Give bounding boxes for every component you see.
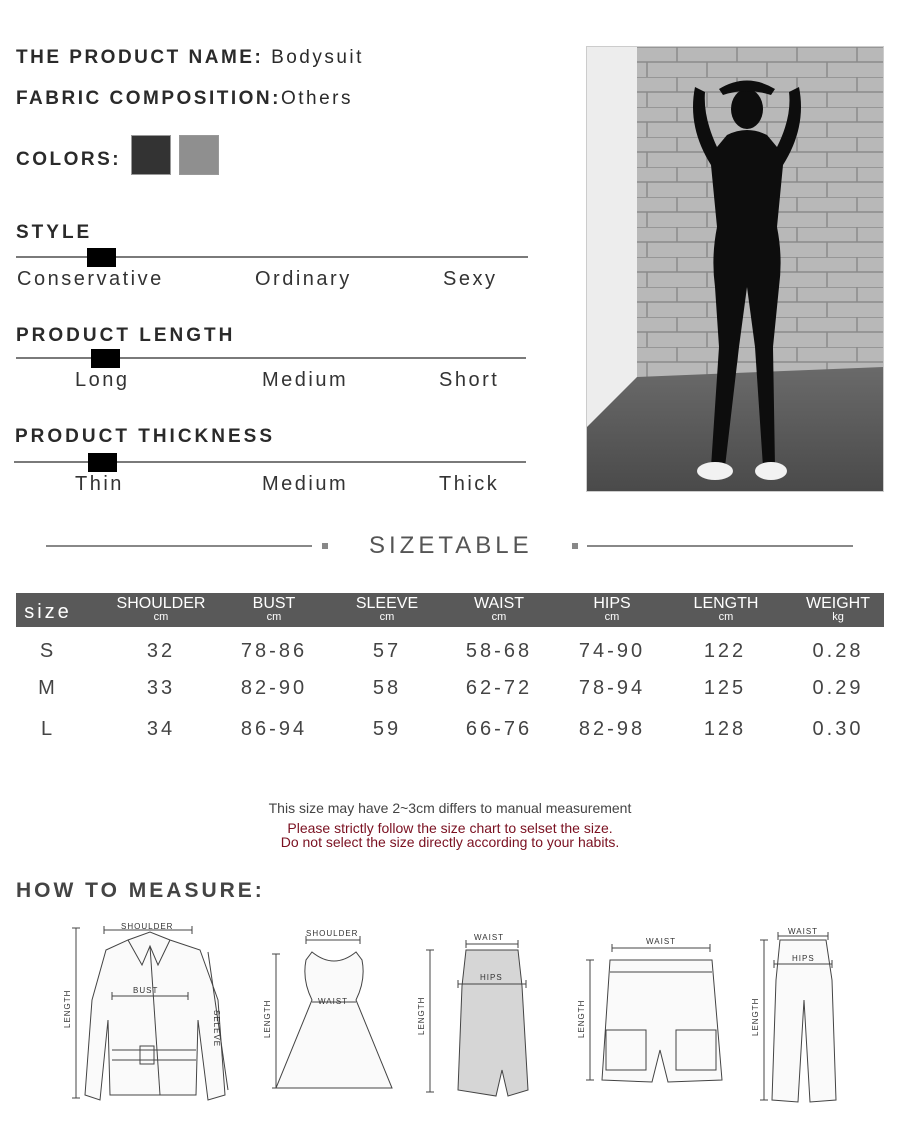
pants-hips-label: HIPS <box>792 954 815 963</box>
skirt-length-label: LENGTH <box>417 996 426 1035</box>
table-cell: 32 <box>146 640 176 662</box>
note-habits: Do not select the size directly according to your habits. <box>280 834 620 850</box>
length-option-short: Short <box>439 369 500 391</box>
length-title: PRODUCT LENGTH <box>16 325 236 346</box>
jacket-bust-label: BUST <box>133 986 159 995</box>
length-option-medium: Medium <box>262 369 349 391</box>
skirt-hips-label: HIPS <box>480 973 503 982</box>
thickness-option-thick: Thick <box>439 473 500 495</box>
header-shoulder <box>106 596 216 623</box>
color-swatch-dark[interactable] <box>131 135 171 175</box>
product-name-row <box>16 47 364 69</box>
header-bust-label: BUST <box>252 595 296 612</box>
skirt-waist-label: WAIST <box>474 933 505 942</box>
header-waist <box>446 596 552 623</box>
length-scale-marker <box>91 349 120 368</box>
sizetable-title: SIZETABLE <box>369 532 533 559</box>
sizetable-rule-left <box>46 545 312 547</box>
table-cell: 59 <box>372 718 402 740</box>
dress-length-label: LENGTH <box>263 999 272 1038</box>
model-photo-illustration <box>587 47 883 491</box>
table-cell: 74-90 <box>578 640 646 662</box>
table-cell: 57 <box>372 640 402 662</box>
table-cell: 34 <box>146 718 176 740</box>
colors-label: COLORS: <box>16 149 122 170</box>
product-name-label: THE PRODUCT NAME: <box>16 47 264 68</box>
skirt-diagram <box>426 940 528 1096</box>
dress-diagram <box>272 936 392 1088</box>
sizetable-dot-right <box>572 543 578 549</box>
table-cell: 78-86 <box>240 640 308 662</box>
pants-waist-label: WAIST <box>788 927 819 936</box>
table-cell: 58 <box>372 677 402 699</box>
table-cell: 33 <box>146 677 176 699</box>
header-hips <box>558 596 666 623</box>
table-cell: 122 <box>703 640 747 662</box>
dress-shoulder-label: SHOULDER <box>306 929 359 938</box>
fabric-value: Others <box>280 88 353 109</box>
table-cell: 62-72 <box>465 677 533 699</box>
style-scale-marker <box>87 248 116 267</box>
table-cell: S <box>39 640 57 662</box>
table-cell: 0.30 <box>812 718 864 740</box>
note-follow-chart: Please strictly follow the size chart to selset the size. <box>287 820 613 836</box>
shorts-diagram <box>586 944 722 1082</box>
header-weight <box>786 596 890 623</box>
thickness-option-thin: Thin <box>75 473 124 495</box>
jacket-sleeve-label: SELEVE <box>212 1010 221 1048</box>
header-size: size <box>24 601 72 623</box>
table-cell: 66-76 <box>465 718 533 740</box>
header-hips-unit: cm <box>604 611 620 623</box>
shorts-waist-label: WAIST <box>646 937 677 946</box>
sizetable-dot-left <box>322 543 328 549</box>
table-cell: 86-94 <box>240 718 308 740</box>
color-swatch-gray[interactable] <box>179 135 219 175</box>
style-option-conservative: Conservative <box>17 268 164 290</box>
fabric-row <box>16 88 353 110</box>
how-to-measure-title: HOW TO MEASURE: <box>16 879 265 902</box>
table-cell: 128 <box>703 718 747 740</box>
header-sleeve-unit: cm <box>379 611 395 623</box>
table-cell: 78-94 <box>578 677 646 699</box>
measure-diagrams <box>0 910 900 1120</box>
table-cell: 82-98 <box>578 718 646 740</box>
header-waist-label: WAIST <box>473 595 525 612</box>
header-weight-label: WEIGHT <box>806 595 870 612</box>
thickness-title: PRODUCT THICKNESS <box>15 426 276 447</box>
header-sleeve <box>334 596 440 623</box>
thickness-scale-marker <box>88 453 117 472</box>
header-weight-unit: kg <box>832 611 844 623</box>
table-cell: 0.29 <box>812 677 864 699</box>
product-name-value: Bodysuit <box>271 47 364 68</box>
table-cell: 58-68 <box>465 640 533 662</box>
sizetable-rule-right <box>587 545 853 547</box>
jacket-diagram <box>72 926 228 1100</box>
header-hips-label: HIPS <box>593 595 631 612</box>
header-sleeve-label: SLEEVE <box>355 595 419 612</box>
note-measurement: This size may have 2~3cm differs to manual measurement <box>268 800 632 816</box>
header-waist-unit: cm <box>491 611 507 623</box>
table-cell: 82-90 <box>240 677 308 699</box>
product-photo <box>586 46 884 492</box>
header-shoulder-label: SHOULDER <box>116 595 206 612</box>
header-shoulder-unit: cm <box>153 611 169 623</box>
jacket-length-label: LENGTH <box>63 989 72 1028</box>
table-cell: L <box>40 718 56 740</box>
shorts-length-label: LENGTH <box>577 999 586 1038</box>
thickness-option-medium: Medium <box>262 473 349 495</box>
table-cell: 125 <box>703 677 747 699</box>
style-title: STYLE <box>16 222 93 243</box>
header-length-unit: cm <box>718 611 734 623</box>
style-option-ordinary: Ordinary <box>255 268 352 290</box>
header-length <box>672 596 780 623</box>
header-bust <box>220 596 328 623</box>
header-bust-unit: cm <box>266 611 282 623</box>
dress-waist-label: WAIST <box>318 997 349 1006</box>
style-option-sexy: Sexy <box>443 268 498 290</box>
pants-length-label: LENGTH <box>751 997 760 1036</box>
length-option-long: Long <box>75 369 130 391</box>
jacket-shoulder-label: SHOULDER <box>121 922 174 931</box>
table-cell: 0.28 <box>812 640 864 662</box>
fabric-label: FABRIC COMPOSITION: <box>16 88 281 109</box>
header-length-label: LENGTH <box>693 595 759 612</box>
table-cell: M <box>38 677 58 699</box>
